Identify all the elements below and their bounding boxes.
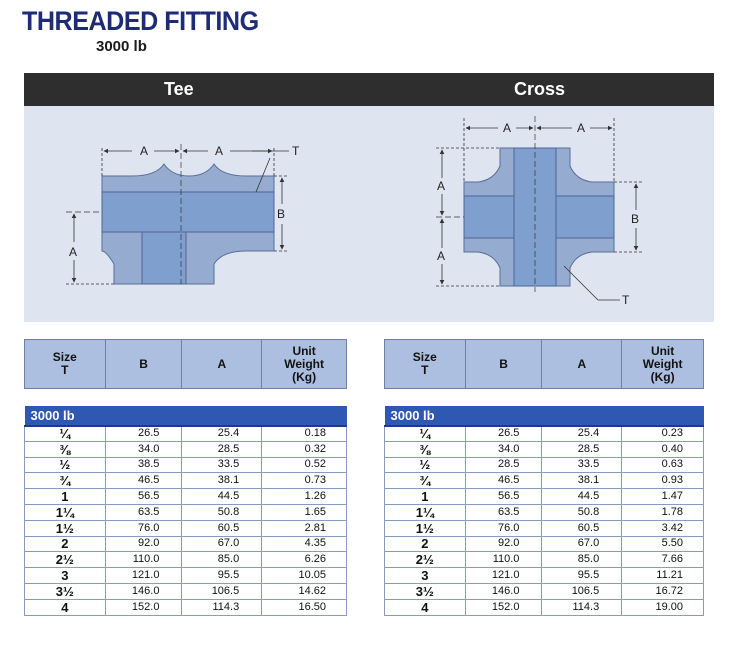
header-a: A (542, 340, 622, 389)
weight-cell: 4.35 (262, 536, 347, 552)
b-cell: 63.5 (105, 504, 182, 520)
cross-drawing (436, 116, 644, 307)
table-row (385, 568, 704, 584)
size-cell: 2½ (25, 552, 106, 568)
tee-banner-label: Tee (164, 79, 194, 99)
weight-cell: 0.18 (262, 426, 347, 442)
table-row (385, 426, 704, 442)
size-cell: 1 (385, 489, 466, 505)
table-row (25, 536, 347, 552)
a-cell: 38.1 (182, 473, 262, 489)
size-cell: ¼ (25, 426, 106, 442)
size-cell: 1 (25, 489, 106, 505)
size-cell: 2 (385, 536, 466, 552)
size-cell: 4 (385, 599, 466, 615)
table-row (385, 504, 704, 520)
size-cell: 1¼ (25, 504, 106, 520)
cross-a-label: A (576, 121, 586, 135)
size-cell: ¾ (385, 473, 466, 489)
size-cell: ⅜ (385, 441, 466, 457)
weight-cell: 7.66 (622, 552, 704, 568)
size-cell: ¼ (385, 426, 466, 442)
weight-cell: 0.32 (262, 441, 347, 457)
cross-a-label: A (437, 179, 446, 193)
fittings-diagram (24, 106, 714, 322)
weight-cell: 10.05 (262, 568, 347, 584)
b-cell: 46.5 (105, 473, 182, 489)
b-cell: 63.5 (465, 504, 542, 520)
table-row (25, 599, 347, 615)
page-title: THREADED FITTING (22, 6, 259, 36)
table-row (385, 441, 704, 457)
spacer (25, 389, 347, 406)
table-row (385, 473, 704, 489)
size-cell: 3 (25, 568, 106, 584)
header-b: B (105, 340, 182, 389)
b-cell: 92.0 (105, 536, 182, 552)
tee-run-bore (102, 192, 274, 232)
header-a: A (182, 340, 262, 389)
size-cell: ½ (385, 457, 466, 473)
table-row (385, 536, 704, 552)
weight-cell: 0.73 (262, 473, 347, 489)
size-cell: 1½ (385, 520, 466, 536)
tee-drawing (66, 144, 300, 284)
b-cell: 146.0 (465, 583, 542, 599)
a-cell: 85.0 (182, 552, 262, 568)
tee-b-label: B (277, 207, 286, 221)
b-cell: 110.0 (105, 552, 182, 568)
a-cell: 67.0 (542, 536, 622, 552)
a-cell: 44.5 (542, 489, 622, 505)
a-cell: 60.5 (542, 520, 622, 536)
header-size: Size T (385, 340, 466, 389)
a-cell: 25.4 (542, 426, 622, 442)
pressure-class-bar: 3000 lb (25, 406, 347, 426)
weight-cell: 11.21 (622, 568, 704, 584)
table-row (385, 599, 704, 615)
table-header-row (385, 340, 704, 389)
weight-cell: 0.40 (622, 441, 704, 457)
page-subtitle: 3000 lb (96, 38, 147, 55)
weight-cell: 0.93 (622, 473, 704, 489)
cross-b-label: B (631, 212, 640, 226)
size-cell: 1¼ (385, 504, 466, 520)
weight-cell: 16.50 (262, 599, 347, 615)
b-cell: 34.0 (105, 441, 182, 457)
table-row (25, 457, 347, 473)
tee-a-label: A (69, 245, 78, 259)
a-cell: 106.5 (542, 583, 622, 599)
tee-t-label: T (292, 144, 300, 158)
weight-cell: 14.62 (262, 583, 347, 599)
a-cell: 50.8 (542, 504, 622, 520)
size-cell: ¾ (25, 473, 106, 489)
a-cell: 50.8 (182, 504, 262, 520)
cross-a-label: A (437, 249, 446, 263)
a-cell: 114.3 (542, 599, 622, 615)
b-cell: 46.5 (465, 473, 542, 489)
header-size: Size T (25, 340, 106, 389)
cross-banner-label: Cross (514, 79, 566, 99)
weight-cell: 0.52 (262, 457, 347, 473)
weight-cell: 1.78 (622, 504, 704, 520)
b-cell: 76.0 (105, 520, 182, 536)
section-banner (24, 73, 714, 106)
weight-cell: 5.50 (622, 536, 704, 552)
tee-branch-bore (142, 232, 186, 284)
weight-cell: 0.63 (622, 457, 704, 473)
header-b: B (465, 340, 542, 389)
cross-spec-table (384, 339, 704, 616)
b-cell: 38.5 (105, 457, 182, 473)
table-row (385, 457, 704, 473)
table-header-row (25, 340, 347, 389)
weight-cell: 6.26 (262, 552, 347, 568)
size-cell: 1½ (25, 520, 106, 536)
tee-spec-table (24, 339, 347, 616)
b-cell: 26.5 (465, 426, 542, 442)
header-weight: Unit Weight (Kg) (622, 340, 704, 389)
tee-a-label: A (139, 144, 149, 158)
b-cell: 56.5 (465, 489, 542, 505)
cross-a-label: A (502, 121, 512, 135)
weight-cell: 1.65 (262, 504, 347, 520)
a-cell: 25.4 (182, 426, 262, 442)
b-cell: 152.0 (465, 599, 542, 615)
size-cell: ½ (25, 457, 106, 473)
b-cell: 56.5 (105, 489, 182, 505)
a-cell: 28.5 (182, 441, 262, 457)
cross-t-label: T (622, 293, 630, 307)
b-cell: 152.0 (105, 599, 182, 615)
size-cell: 2½ (385, 552, 466, 568)
b-cell: 110.0 (465, 552, 542, 568)
pressure-class-bar: 3000 lb (385, 406, 704, 426)
weight-cell: 2.81 (262, 520, 347, 536)
weight-cell: 16.72 (622, 583, 704, 599)
a-cell: 67.0 (182, 536, 262, 552)
table-row (25, 520, 347, 536)
table-row (25, 473, 347, 489)
table-row (25, 504, 347, 520)
weight-cell: 0.23 (622, 426, 704, 442)
a-cell: 33.5 (182, 457, 262, 473)
size-cell: 4 (25, 599, 106, 615)
b-cell: 121.0 (105, 568, 182, 584)
weight-cell: 1.47 (622, 489, 704, 505)
a-cell: 114.3 (182, 599, 262, 615)
a-cell: 38.1 (542, 473, 622, 489)
size-cell: ⅜ (25, 441, 106, 457)
header-weight: Unit Weight (Kg) (262, 340, 347, 389)
b-cell: 92.0 (465, 536, 542, 552)
b-cell: 34.0 (465, 441, 542, 457)
a-cell: 85.0 (542, 552, 622, 568)
table-row (385, 520, 704, 536)
diagram-panel (24, 106, 714, 322)
table-row (385, 489, 704, 505)
table-row (25, 552, 347, 568)
table-row (25, 441, 347, 457)
a-cell: 60.5 (182, 520, 262, 536)
size-cell: 3½ (385, 583, 466, 599)
table-row (385, 552, 704, 568)
b-cell: 28.5 (465, 457, 542, 473)
size-cell: 3½ (25, 583, 106, 599)
table-row (25, 489, 347, 505)
spacer (385, 389, 704, 406)
weight-cell: 1.26 (262, 489, 347, 505)
b-cell: 146.0 (105, 583, 182, 599)
weight-cell: 3.42 (622, 520, 704, 536)
table-row (25, 426, 347, 442)
a-cell: 28.5 (542, 441, 622, 457)
a-cell: 44.5 (182, 489, 262, 505)
size-cell: 3 (385, 568, 466, 584)
a-cell: 33.5 (542, 457, 622, 473)
a-cell: 95.5 (182, 568, 262, 584)
weight-cell: 19.00 (622, 599, 704, 615)
b-cell: 121.0 (465, 568, 542, 584)
a-cell: 95.5 (542, 568, 622, 584)
b-cell: 26.5 (105, 426, 182, 442)
table-row (25, 568, 347, 584)
size-cell: 2 (25, 536, 106, 552)
tee-a-label: A (214, 144, 224, 158)
table-row (385, 583, 704, 599)
a-cell: 106.5 (182, 583, 262, 599)
b-cell: 76.0 (465, 520, 542, 536)
table-row (25, 583, 347, 599)
